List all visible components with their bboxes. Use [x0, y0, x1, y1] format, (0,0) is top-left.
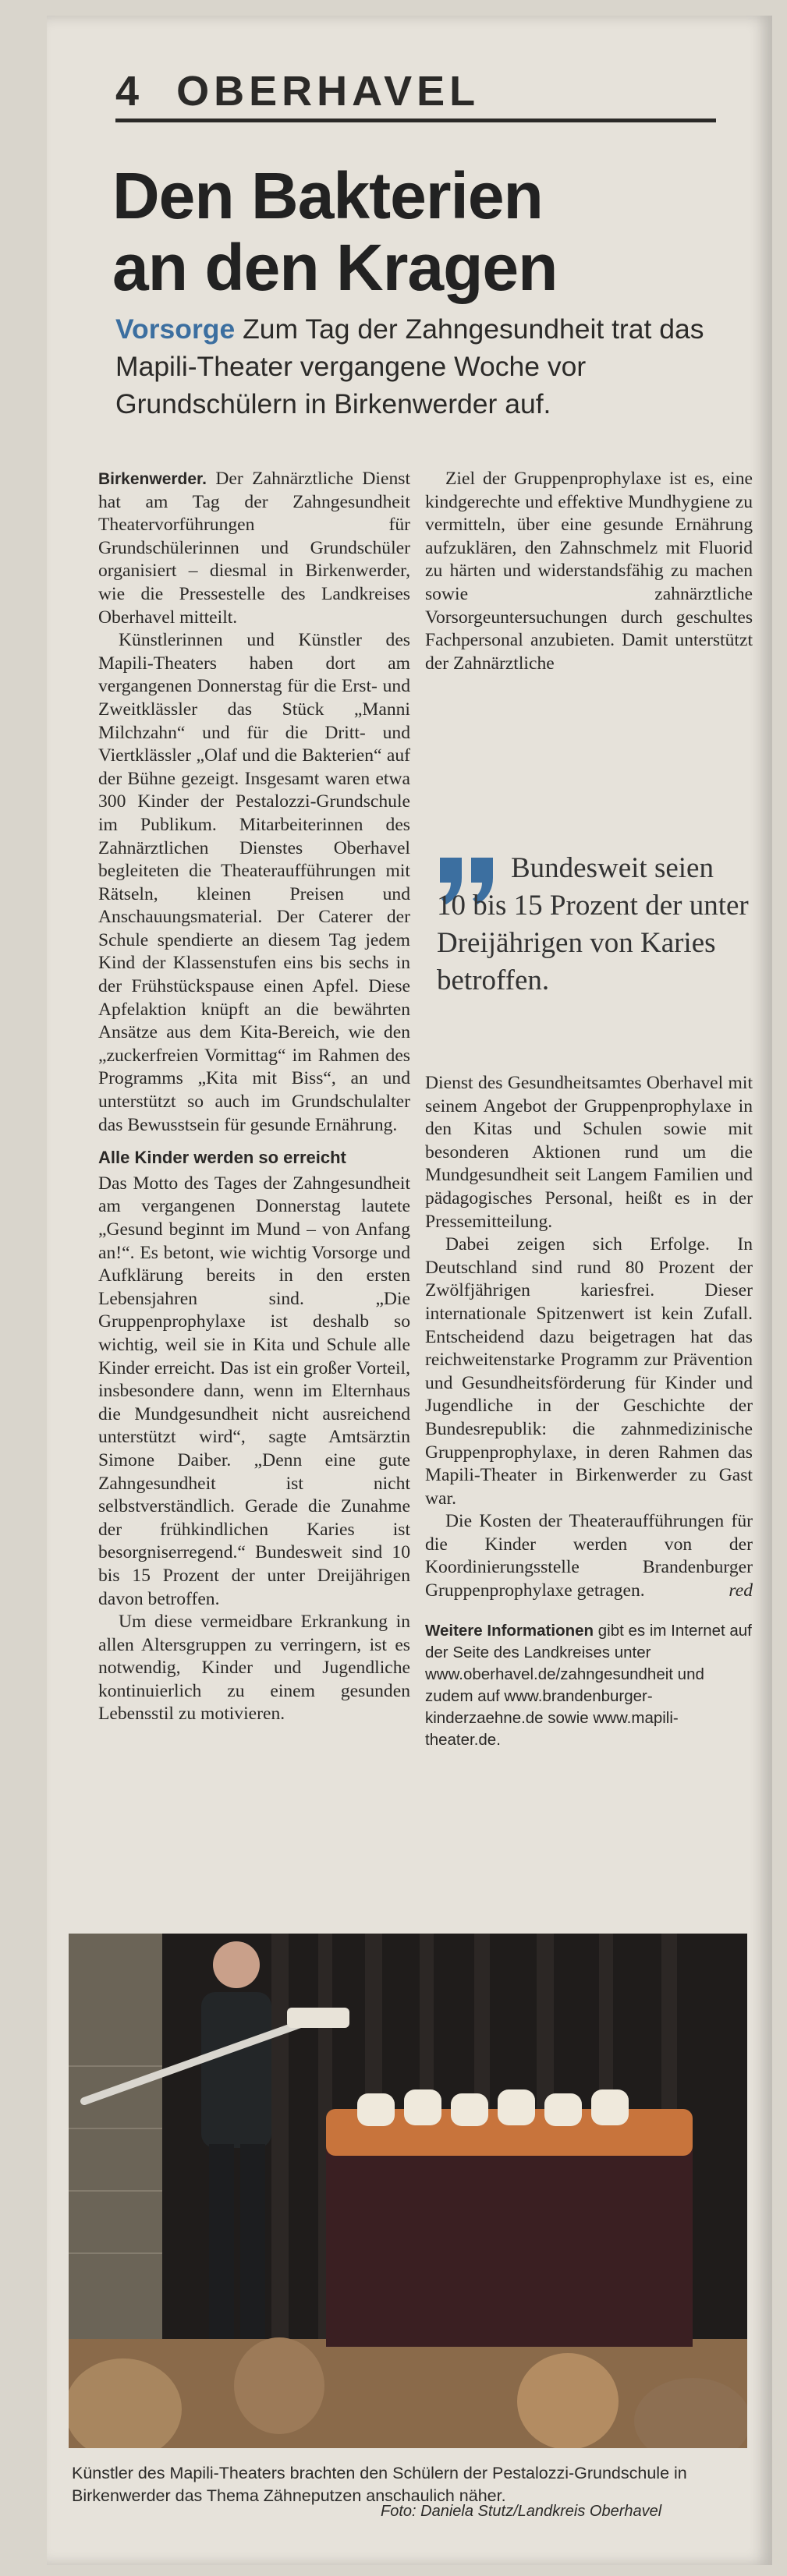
paragraph-3: Das Motto des Tages der Zahngesundheit am vergangenen Donnerstag lautete „Gesund beginnt im Mund – von Anfang an!“. Es betont, wie wichtig Vorsorge und Aufklärung bereits in den ersten Lebensjahren sind. „Die Gruppenprophylaxe ist deshalb so wichtig, weil sie in Kita und Schule alle Kinder erreicht. Das ist ein großer Vorteil, insbesondere dann, wenn im Elternhaus die Mundgesundheit nicht ausreichend unterstützt wird“, sagte Amtsärztin Simone Daiber. „Denn eine gute Zahngesundheit ist nicht selbstverständlich. Gerade die Zunahme der frühkindlichen Karies ist besorgniserregend.“ Bundesweit sind 10 bis 15 Prozent der unter Dreijährigen davon betroffen. — [98, 1173, 410, 1609]
section-name: OBERHAVEL — [176, 68, 480, 115]
dateline: Birkenwerder. — [98, 470, 207, 488]
info-box — [425, 1620, 753, 1751]
info-label: Weitere Informationen — [425, 1621, 594, 1640]
article-column-right-bottom — [425, 1072, 753, 1751]
page-number: 4 — [115, 68, 144, 115]
lead-kicker: Vorsorge — [115, 313, 236, 345]
paragraph-8-text: Die Kosten der Theateraufführungen für die Kinder werden von der Koordinierungsstelle Brandenburger Gruppenprophylaxe getragen. — [425, 1511, 753, 1601]
paragraph-7: Dabei zeigen sich Erfolge. In Deutschland sind rund 80 Prozent der Zwölfjährigen kariesfrei. Dieser internationale Spitzenwert ist kein Zufall. Entscheidend dazu beigetragen hat das reichweitenstarke Programm zur Prävention und Gesundheitsförderung für Kinder und Jugendliche in der Geschichte der Bundesrepublik: die zahnmedizinische Gruppenprophylaxe, in deren Rahmen das Mapili-Theater in Birkenwerder zu Gast war. — [425, 1234, 753, 1509]
paragraph-6: Dienst des Gesundheitsamtes Oberhavel mit seinem Angebot der Gruppenprophylaxe in den Kitas und Schulen sowie mit besonderen Aktionen rund um die Mundgesundheit seit Langem Familien und pädagogisches Personal, heißt es in der Pressemitteilung. — [425, 1073, 753, 1232]
lead-paragraph — [115, 310, 732, 423]
paragraph-1 — [98, 468, 410, 629]
pull-quote — [437, 850, 749, 1045]
paragraph-1-text: Der Zahnärztliche Dienst hat am Tag der Zahngesundheit Theatervorführungen für Grundschülerinnen und Grundschüler organisiert – diesmal in Birkenwerder, wie die Pressestelle des Landkreises Oberhavel mitteilt. — [98, 469, 410, 628]
article-column-right-top — [425, 468, 753, 675]
author-signature: red — [729, 1580, 753, 1601]
lead-text: Zum Tag der Zahngesundheit trat das Mapili-Theater vergangene Woche vor Grundschülern in Birkenwerder auf. — [115, 313, 704, 419]
paragraph-8 — [425, 1510, 753, 1602]
article-photo — [69, 1934, 747, 2448]
photo-caption: Künstler des Mapili-Theaters brachten den Schülern der Pestalozzi-Grundschule in Birkenwerder das Thema Zähneputzen anschaulich näher. — [72, 2464, 687, 2505]
headline-line-1: Den Bakterien — [112, 159, 543, 232]
info-text: gibt es im Internet auf der Seite des Landkreises unter www.oberhavel.de/zahngesundheit und zudem auf www.brandenburger-kinderzaehne.de sowie www.mapili-theater.de. — [425, 1621, 752, 1749]
subheading: Alle Kinder werden so erreicht — [98, 1148, 346, 1168]
pull-quote-text: Bundesweit seien 10 bis 15 Prozent der unter Dreijährigen von Karies betroffen. — [437, 852, 749, 996]
photo-credit: Foto: Daniela Stutz/Landkreis Oberhavel — [381, 2503, 662, 2520]
paragraph-5: Ziel der Gruppenprophylaxe ist es, eine kindgerechte und effektive Mundhygiene zu vermitteln, über eine gesunde Ernährung aufzuklären, den Zahnschmelz mit Fluorid zu härten und widerstandsfähig zu machen sowie zahnärztliche Vorsorgeuntersuchungen durch geschultes Fachpersonal anzubieten. Damit unterstützt der Zahnärztliche — [425, 469, 753, 674]
headline — [112, 160, 721, 303]
headline-line-2: an den Kragen — [112, 231, 558, 304]
article-column-left — [98, 468, 410, 1726]
section-header — [115, 67, 480, 115]
paragraph-4: Um diese vermeidbare Erkrankung in allen Altersgruppen zu verringern, ist es notwendig, Kinder und Jugendliche kontinuierlich zu einem gesunden Lebensstil zu motivieren. — [98, 1612, 410, 1725]
section-rule — [115, 119, 716, 122]
stage-scene-image — [69, 1934, 747, 2448]
paragraph-2: Künstlerinnen und Künstler des Mapili-Theaters haben dort am vergangenen Donnerstag für die Erst- und Zweitklässler das Stück „Manni Milchzahn“ und für die Dritt- und Viertklässler „Olaf und die Bakterien“ auf der Bühne gezeigt. Insgesamt waren etwa 300 Kinder der Pestalozzi-Grundschule im Publikum. Mitarbeiterinnen des Zahnärztlichen Dienstes Oberhavel begleiteten die Theateraufführungen mit Rätseln, kleinen Preisen und Anschauungsmaterial. Der Caterer der Schule spendierte an diesem Tag jedem Kind der Klassenstufen eins bis sechs in der Frühstückspause einen Apfel. Diese Apfelaktion knüpft an die bewährten Ansätze aus dem Kita-Bereich, wie den „zuckerfreien Vormittag“ im Rahmen des Programms „Kita mit Biss“, an und unterstützt so auch im Grundschulalter das Bewusstsein für gesunde Ernährung. — [98, 630, 410, 1135]
